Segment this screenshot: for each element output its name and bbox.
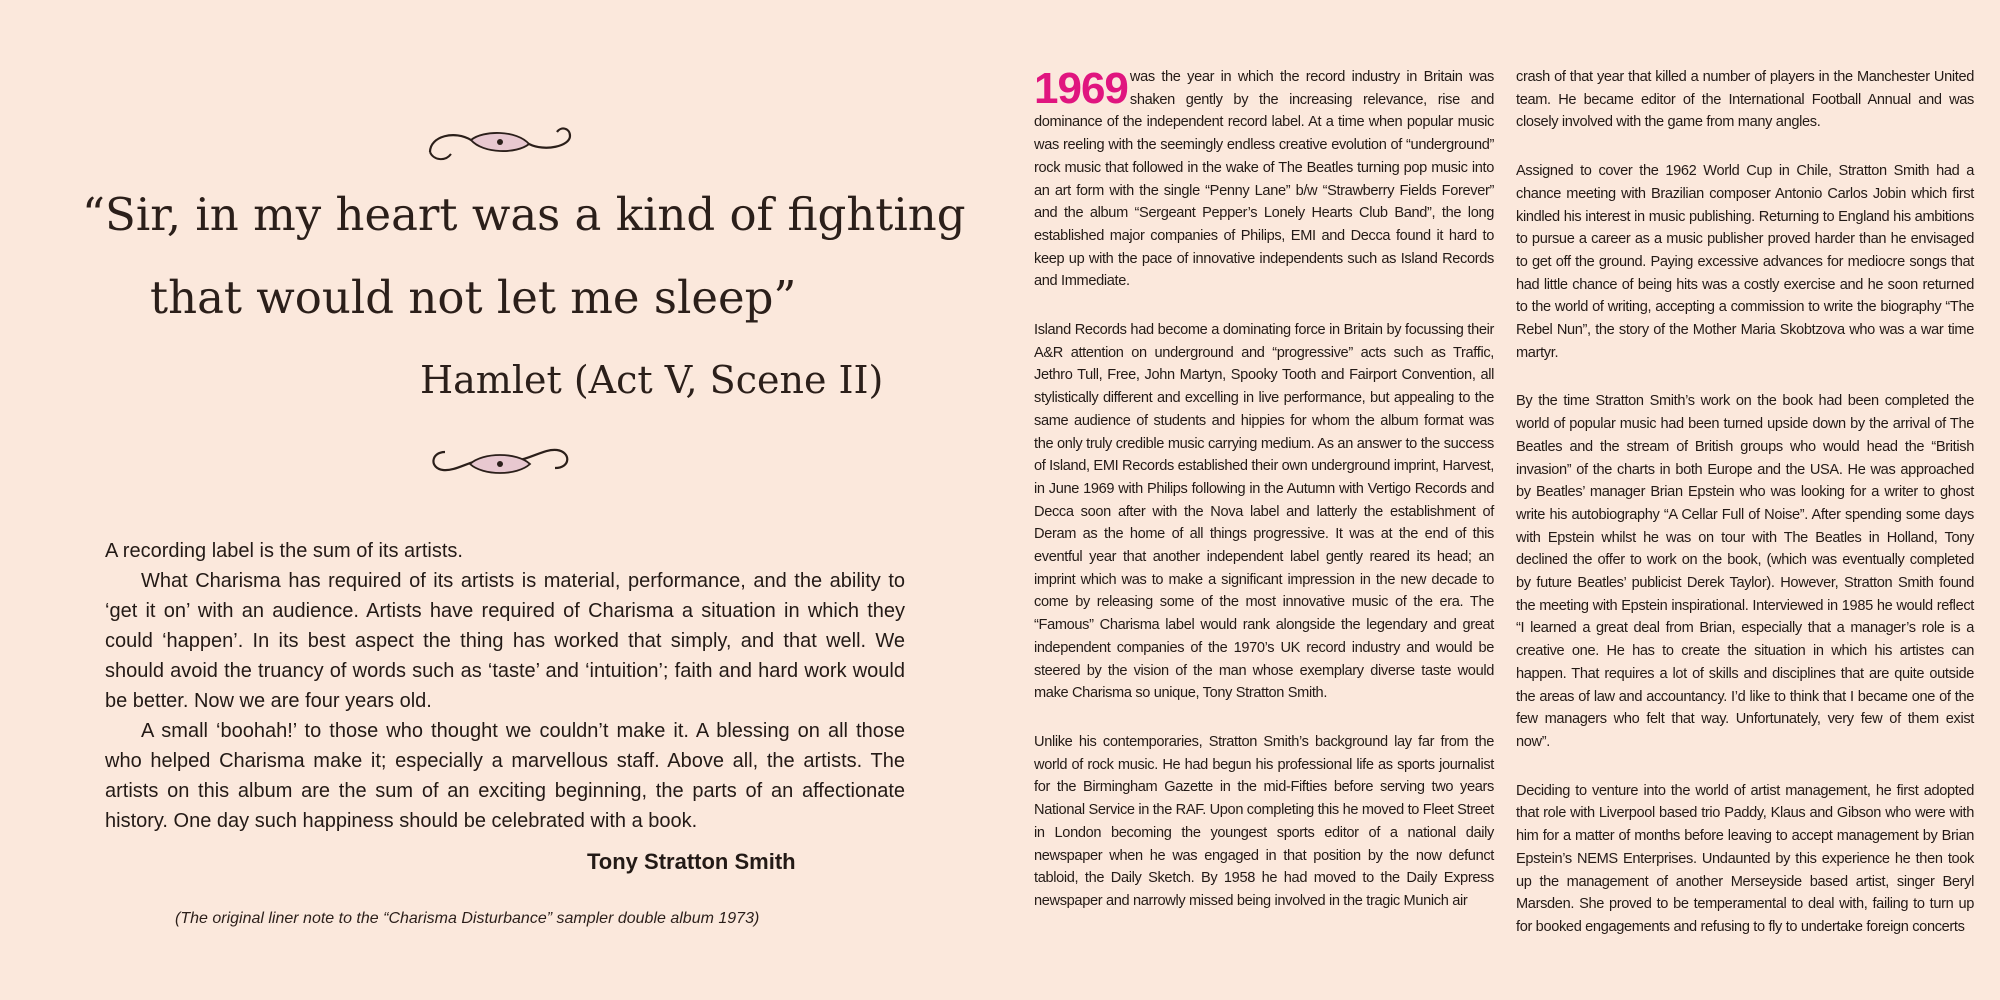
author-signature: Tony Stratton Smith — [587, 849, 796, 874]
article-column-2 — [1516, 66, 1974, 965]
liner-note-paragraph: What Charisma has required of its artists is material, performance, and the ability to ‘get it on’ with an audience. Artists have required of Charisma a situation in which they could ‘happen’. In its best aspect the thing has worked that simply, and that well. We should avoid the truancy of words such as ‘taste’ and ‘intuition’; faith and hard work would be better. Now we are four years old. — [105, 570, 905, 712]
article-paragraph: Unlike his contemporaries, Stratton Smith’s background lay far from the world of rock music. He had begun his professional life as sports journalist for the Birmingham Gazette in the mid-Fifties before serving two years National Service in the RAF. Upon completing this he moved to Fleet Street in London becoming the youngest sports editor of a national daily newspaper when he was engaged in that position by the now defunct tabloid, the Daily Sketch. By 1958 he had moved to the Daily Express newspaper and narrowly missed being involved in the tragic Munich air — [1034, 733, 1494, 909]
quote-attribution: Hamlet (Act V, Scene II) — [420, 358, 884, 402]
quote-line-1: “Sir, in my heart was a kind of fighting — [82, 188, 966, 241]
ornament-flourish-bottom-icon — [425, 438, 575, 482]
year-heading: 1969 — [1034, 64, 1128, 113]
article-paragraph: Deciding to venture into the world of artist management, he first adopted that role with Liverpool based trio Paddy, Klaus and Gibson who were with him for a matter of months before leaving to accept management by Brian Epstein’s NEMS Enterprises. Undaunted by this experience he then took up the management of another Merseyside based artist, singer Beryl Marsden. She proved to be temperamental to deal with, failing to turn up for booked engagements and refusing to fly to undertake foreign concerts — [1516, 782, 1974, 935]
liner-note-caption: (The original liner note to the “Charisma Disturbance” sampler double album 1973) — [175, 910, 760, 927]
liner-note — [105, 536, 905, 836]
right-page — [1000, 0, 2000, 1000]
article-column-1 — [1034, 66, 1494, 939]
article-paragraph-text: was the year in which the record industry in Britain was shaken gently by the increasing relevance, rise and dominance of the independent record label. At a time when popular music was reeling with the seemingly endless creative evolution of “underground” rock music that followed in the wake of The Beatles turning pop music into an art form with the single “Penny Lane” b/w “Strawberry Fields Forever” and the album “Sergeant Pepper’s Lonely Hearts Club Band”, the long established major companies of Philips, EMI and Decca found it hard to keep up with the pace of innovative independents such as Island Records and Immediate. — [1034, 69, 1494, 290]
ornament-flourish-top-icon — [425, 122, 575, 166]
article-paragraph: Island Records had become a dominating force in Britain by focussing their A&R attention on underground and “progressive” acts such as Traffic, Jethro Tull, Free, John Martyn, Spooky Tooth and Fairport Convention, all stylistically different and excelling in live performance, but appealing to the same audience of students and hippies for whom the album format was the only truly credible music carrying medium. As an answer to the success of Island, EMI Records established their own underground imprint, Harvest, in June 1969 with Philips following in the Autumn with Vertigo Records and Decca soon after with the Nova label and latterly the establishment of Deram as the home of all things progressive. It was at the end of this eventful year that another independent label gently reared its head; an imprint which was to make a significant impression in the new decade to come by releasing some of the most innovative music of the era. The “Famous” Charisma label would rank alongside the legendary and great independent companies of the 1970’s UK record industry and would be steered by the vision of the man whose exemplary diverse taste would make Charisma so unique, Tony Stratton Smith. — [1034, 322, 1494, 702]
article-paragraph: By the time Stratton Smith’s work on the book had been completed the world of popular music had been turned upside down by the arrival of The Beatles and the stream of British groups who would head the “British invasion” of the charts in both Europe and the USA. He was approached by Beatles’ manager Brian Epstein who was looking for a writer to ghost write his autobiography “A Cellar Full of Noise”. After spending some days with Epstein whilst he was on tour with The Beatles in Holland, Tony declined the offer to work on the book, (which was eventually completed by future Beatles’ publicist Derek Taylor). However, Stratton Smith found the meeting with Epstein inspirational. Interviewed in 1985 he would reflect “I learned a great deal from Brian, especially that a manager’s role is a creative one. He has to create the situation in which his artistes can happen. That requires a lot of skills and disciplines that are quite outside the areas of law and accountancy. I’d like to think that I became one of the few managers who felt that way. Unfortunately, very few of them exist now”. — [1516, 393, 1974, 750]
liner-note-paragraph: A small ‘boohah!’ to those who thought we couldn’t make it. A blessing on all those who helped Charisma make it; especially a marvellous staff. Above all, the artists. The artists on this album are the sum of an exciting beginning, the parts of an affectionate history. One day such happiness should be celebrated with a book. — [105, 720, 905, 832]
article-paragraph — [1034, 66, 1494, 293]
liner-note-paragraph: A recording label is the sum of its artists. — [105, 540, 463, 562]
quote-line-2: that would not let me sleep” — [150, 271, 797, 324]
article-paragraph: Assigned to cover the 1962 World Cup in Chile, Stratton Smith had a chance meeting with Brazilian composer Antonio Carlos Jobin which first kindled his interest in music publishing. Returning to England his ambitions to pursue a career as a music publisher proved harder than he envisaged to get off the ground. Paying excessive advances for mediocre songs that had little chance of being hits was a costly exercise and he soon returned to the world of writing, accepting a commission to write the biography “The Rebel Nun”, the story of the Mother Maria Skobtzova who was a war time martyr. — [1516, 163, 1974, 361]
article-paragraph: crash of that year that killed a number of players in the Manchester United team. He became editor of the International Football Annual and was closely involved with the game from many angles. — [1516, 69, 1974, 131]
